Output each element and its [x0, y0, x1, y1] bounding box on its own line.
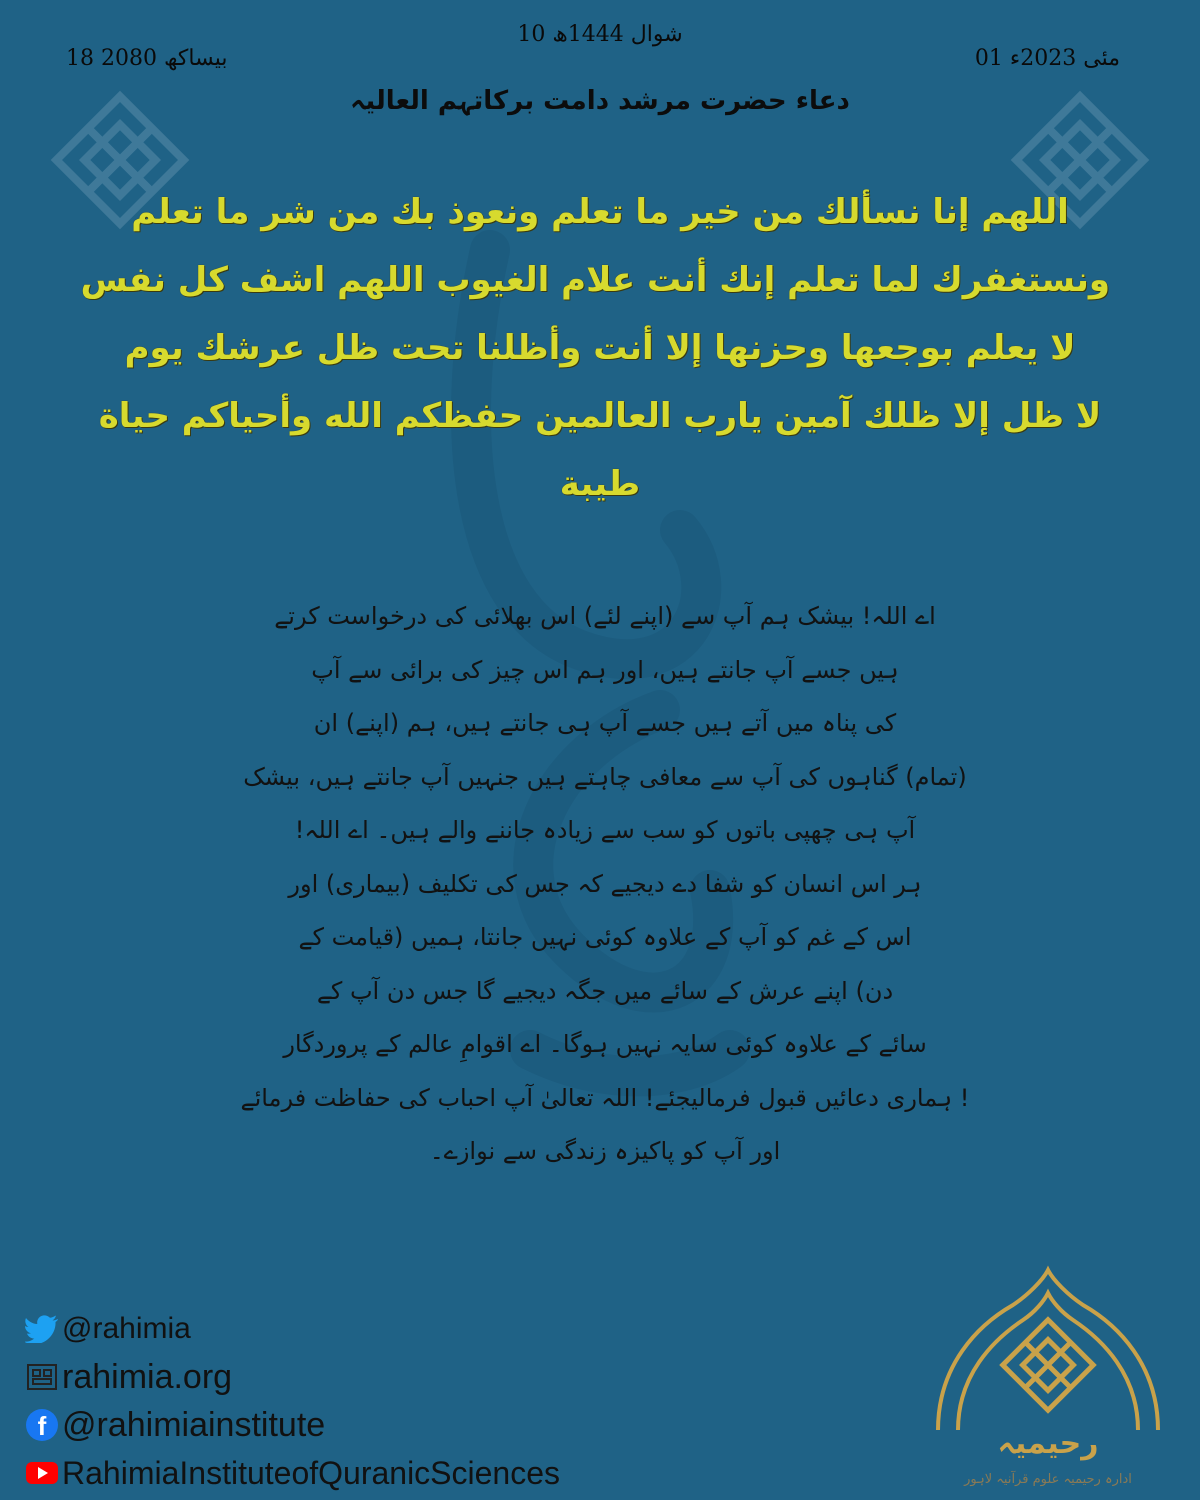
arabic-line: ونستغفرك لما تعلم إنك أنت علام الغيوب اللهم اشف كل نفس — [80, 260, 1110, 300]
hijri-date: 10 شوال 1444ھ — [517, 22, 683, 47]
arabic-line: اللهم إنا نسألك من خير ما تعلم ونعوذ بك من شر ما تعلم — [131, 192, 1069, 232]
rahimia-logo-icon — [918, 1265, 1178, 1495]
urdu-line: ! ہماری دعائیں قبول فرمالیجئے! اللہ تعالیٰ آپ احباب کی حفاظت فرمائے — [240, 1083, 970, 1112]
youtube-icon — [22, 1460, 62, 1486]
facebook-icon — [22, 1408, 62, 1442]
bikrami-date: 18 بیساکھ 2080 — [66, 46, 228, 71]
arabic-dua — [80, 178, 1110, 518]
urdu-line: اس کے غم کو آپ کے علاوہ کوئی نہیں جانتا، ہمیں (قیامت کے — [298, 923, 912, 951]
website-link[interactable] — [22, 1353, 560, 1401]
urdu-line: (تمام) گناہوں کی آپ سے معافی چاہتے ہیں جنہیں آپ جانتے ہیں، بیشک — [243, 762, 967, 791]
urdu-line: اے اللہ! بیشک ہم آپ سے (اپنے لئے) اس بھلائی کی درخواست کرتے — [274, 602, 936, 630]
urdu-line: سائے کے علاوہ کوئی سایہ نہیں ہوگا۔ اے اقوامِ عالم کے پروردگار — [283, 1030, 927, 1058]
gregorian-date: 01 مئی 2023ء — [974, 46, 1120, 71]
urdu-line: آپ ہی چھپی باتوں کو سب سے زیادہ جاننے والے ہیں۔ اے اللہ! — [294, 816, 916, 844]
website-url: rahimia.org — [62, 1357, 233, 1396]
youtube-link[interactable] — [22, 1449, 560, 1497]
facebook-handle: @rahimiainstitute — [62, 1405, 326, 1444]
facebook-link[interactable] — [22, 1401, 560, 1449]
urdu-translation — [180, 590, 1030, 1179]
urdu-line: ہیں جسے آپ جانتے ہیں، اور ہم اس چیز کی برائی سے آپ — [311, 655, 899, 684]
logo-subtitle: ادارہ رحیمیہ علوم قرآنیہ لاہور — [964, 1472, 1132, 1487]
arabic-line: طيبة — [559, 464, 641, 504]
logo-name: رحیمیہ — [997, 1426, 1099, 1461]
social-links — [22, 1305, 560, 1497]
twitter-icon — [22, 1315, 62, 1343]
youtube-channel: RahimiaInstituteofQuranicSciences — [62, 1454, 561, 1491]
urdu-line: ہر اس انسان کو شفا دے دیجیے کہ جس کی تکلیف (بیماری) اور — [288, 869, 922, 898]
arabic-line: لا يعلم بوجعها وحزنها إلا أنت وأظلنا تحت ظل عرشك يوم — [124, 328, 1076, 368]
urdu-line: دن) اپنے عرش کے سائے میں جگہ دیجیے گا جس دن آپ کے — [316, 976, 894, 1005]
twitter-handle: @rahimia — [62, 1312, 191, 1345]
arabic-line: لا ظل إلا ظلك آمين يارب العالمين حفظكم الله وأحياكم حياة — [98, 396, 1102, 436]
page-title: دعاء حضرت مرشد دامت برکاتہم العالیہ — [350, 86, 850, 116]
urdu-line: کی پناہ میں آتے ہیں جسے آپ ہی جانتے ہیں، ہم (اپنے) ان — [313, 709, 897, 737]
website-icon — [22, 1364, 62, 1390]
twitter-link[interactable] — [22, 1305, 560, 1353]
svg-text:f: f — [37, 1411, 47, 1441]
urdu-line: اور آپ کو پاکیزہ زندگی سے نوازے۔ — [429, 1137, 781, 1165]
